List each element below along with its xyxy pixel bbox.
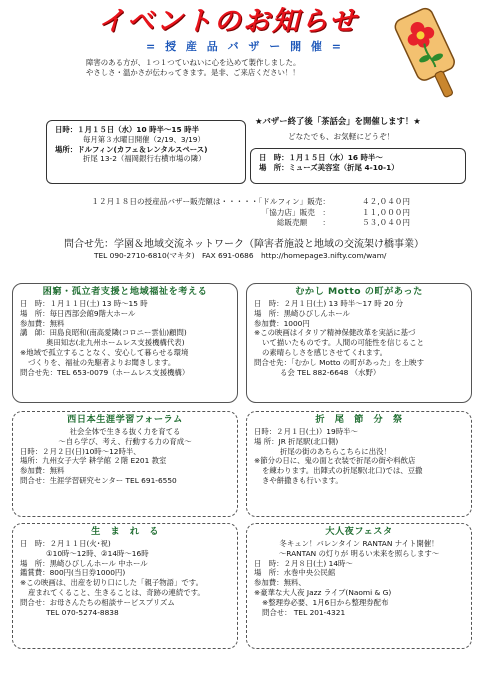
event-line: 問合せ先：TEL 653-0079（ホームレス支援機構） — [20, 367, 190, 377]
event-line: 参加費：無料 — [20, 466, 65, 476]
event-line: 参加費：無料、 — [254, 578, 306, 588]
event-line: 鑑賞費：800円(当日券1000円) — [20, 568, 126, 578]
event-line: 日 時：２月１１日(火･祝) — [20, 539, 111, 549]
event-line: TEL 070-5274-8838 — [46, 607, 119, 617]
event-line: 場 所：JR 折尾駅(北口側) — [254, 436, 339, 446]
sales-label: １２月１８日の授産品バザー販売額は・・・・・「ドルフィン」販売： — [91, 197, 330, 206]
event-line: いて描いたものです。人間の可能性を信じること — [262, 338, 425, 348]
event-title: 困窮・孤立者支援と地域福祉を考える — [42, 286, 208, 297]
sales-value: １１,０００円 — [362, 207, 410, 217]
event-line: 折尾の街のあちらこちらに出没！ — [280, 446, 391, 456]
event-line: づくりを、福祉の先駆者よりお聞きします。 — [28, 357, 176, 367]
event-line: 問合せ：お母さんたちの相談サービスプリズム — [20, 597, 175, 607]
event-card — [246, 411, 472, 517]
page-subtitle: = 授 産 品 バ ザ ー 開 催 = — [146, 40, 344, 53]
event-title: 大人夜フェスタ — [325, 526, 393, 537]
event-line: ～RANTAN の灯りが 明るい未来を照らします～ — [278, 548, 440, 558]
event-line: ※整理券必要、1月6日から整理券配布 — [262, 597, 389, 607]
event-card — [12, 283, 238, 403]
event-line: ①10時～12時、②14時～16時 — [46, 548, 149, 558]
tea-party-box — [250, 148, 466, 184]
tea-party-title: ★バザー終了後「茶話会」を開催します！★ — [255, 116, 421, 126]
contact-info — [64, 238, 474, 261]
event-line: 場所：九州女子大学 耕学館 ２階 E201 教室 — [20, 456, 167, 466]
event-line: 日 時：１月１１日(土) 13 時～15 時 — [20, 299, 148, 309]
event-card — [12, 411, 238, 517]
event-title: むかし Motto の町があった — [295, 286, 423, 297]
event-title: 折 尾 節 分 祭 — [315, 414, 403, 425]
bazaar-info-box — [46, 120, 246, 184]
event-title: 生 ま れ る — [91, 526, 159, 537]
event-line: 奥田知志(北九州ホームレス支援機構代表) — [46, 338, 185, 348]
event-card — [12, 523, 238, 649]
sales-summary — [80, 197, 470, 229]
bazaar-address: 折尾 13-2（福岡銀行右横市場の隣） — [83, 154, 206, 164]
event-line: 講 師：田島良昭和(南高愛隣(コロニー雲仙)顧問) — [20, 328, 187, 338]
tea-date: 日 時：１月１５日（水）16 時半～ — [259, 153, 383, 162]
event-line: きや餅撒きも行います。 — [262, 475, 343, 485]
event-line: を練わります。出陣式の折尾駅(北口)では、豆撒 — [262, 466, 423, 476]
sales-label: 総販売額 ： — [276, 218, 330, 227]
event-line: ※豪華な大人夜 Jazz ライブ(Naomi & G) — [254, 587, 392, 597]
sales-value: ５３,０４０円 — [362, 218, 410, 227]
event-line: ※節分の日に、鬼の面と衣装で折尾の街や料飲店 — [254, 456, 416, 466]
event-line: 日時：２月２日(日)10時～12時半、 — [20, 446, 141, 456]
event-line: の素晴らしさを感じさせてくれます。 — [262, 347, 388, 357]
sales-label: 「協力店」販売 ： — [261, 207, 330, 217]
bazaar-place-label: 場所： — [55, 144, 78, 154]
flower-paddle-icon — [384, 0, 478, 100]
contact-line: TEL 090-2710-6810(マキタ) FAX 691-0686 http://homepage3.nifty.com/wam/ — [94, 251, 387, 261]
event-line: 参加費：1000円 — [254, 318, 310, 328]
bazaar-date: 日時：１月１５日（水）10 時半～15 時半 — [55, 125, 199, 134]
event-line: る会 TEL 882-6648 （水野） — [280, 367, 381, 377]
page-title: イベントのお知らせ — [97, 6, 359, 37]
bazaar-schedule: 毎月第３水曜日開催（2/19、3/19） — [83, 134, 205, 144]
event-line: ※この映画は、出産を切り口にした「親子物語」です。 — [20, 578, 203, 588]
event-card — [246, 523, 472, 649]
tea-party-subtitle: どなたでも、お気軽にどうぞ！ — [288, 132, 395, 141]
intro-line: 障害のある方が、１つ１つていねいに心を込めて製作しました。 — [86, 58, 301, 67]
event-line: 日 時：２月８日(土) 14時～ — [254, 558, 353, 568]
event-line: 社会全体で生きる抜く力を育てる — [69, 427, 181, 437]
intro-line: やさしさ・温かさが伝わってきます。是非、ご来店ください！！ — [86, 67, 300, 77]
event-line: 日時：２月１日(土)）19時半～ — [254, 427, 358, 437]
event-line: ※地域で孤立することなく、安心して暮らせる環境 — [20, 347, 189, 357]
event-card — [246, 283, 472, 403]
event-line: 場 所：黒崎ひびしんホール 中ホール — [20, 558, 148, 568]
event-line: ～自ら学び、考え、行動する力の育成～ — [58, 436, 192, 446]
sales-value: ４２,０４０円 — [362, 197, 410, 206]
event-line: 場 所：水巻中央公民館 — [254, 568, 336, 578]
event-line: 問合せ：生涯学習研究センター TEL 691-6550 — [20, 475, 177, 485]
event-line: ※この映画はイタリア精神保健改革を実話に基づ — [254, 328, 416, 338]
event-line: 場 所：毎日西部会館9階大ホール — [20, 308, 136, 318]
event-line: 産まれてくること、生きることは、奇跡の連続です。 — [28, 587, 205, 597]
event-line: 参加費：無料 — [20, 318, 65, 328]
event-line: 問合せ先：「むかし Motto の町があった」を上映す — [254, 357, 424, 367]
event-line: 場 所：黒崎ひびしんホール — [254, 308, 350, 318]
bazaar-place: ドルフィン(カフェ＆レンタルスペース) — [77, 144, 208, 154]
intro-text — [86, 58, 386, 78]
event-title: 西日本生涯学習フォーラム — [67, 414, 183, 425]
event-line: 冬キュン！バレンタイン RANTAN ナイト開催！ — [279, 539, 439, 549]
event-line: 問合せ： TEL 201-4321 — [262, 607, 346, 617]
event-line: 日 時：２月１日(土) 13 時半～17 時 20 分 — [254, 299, 404, 309]
contact-line: 問合せ先：学園＆地域交流ネットワーク（障害者施設と地域の交流架け橋事業） — [64, 239, 424, 250]
tea-place: 場 所：ミューズ美容室（折尾 4-10-1） — [259, 162, 399, 172]
